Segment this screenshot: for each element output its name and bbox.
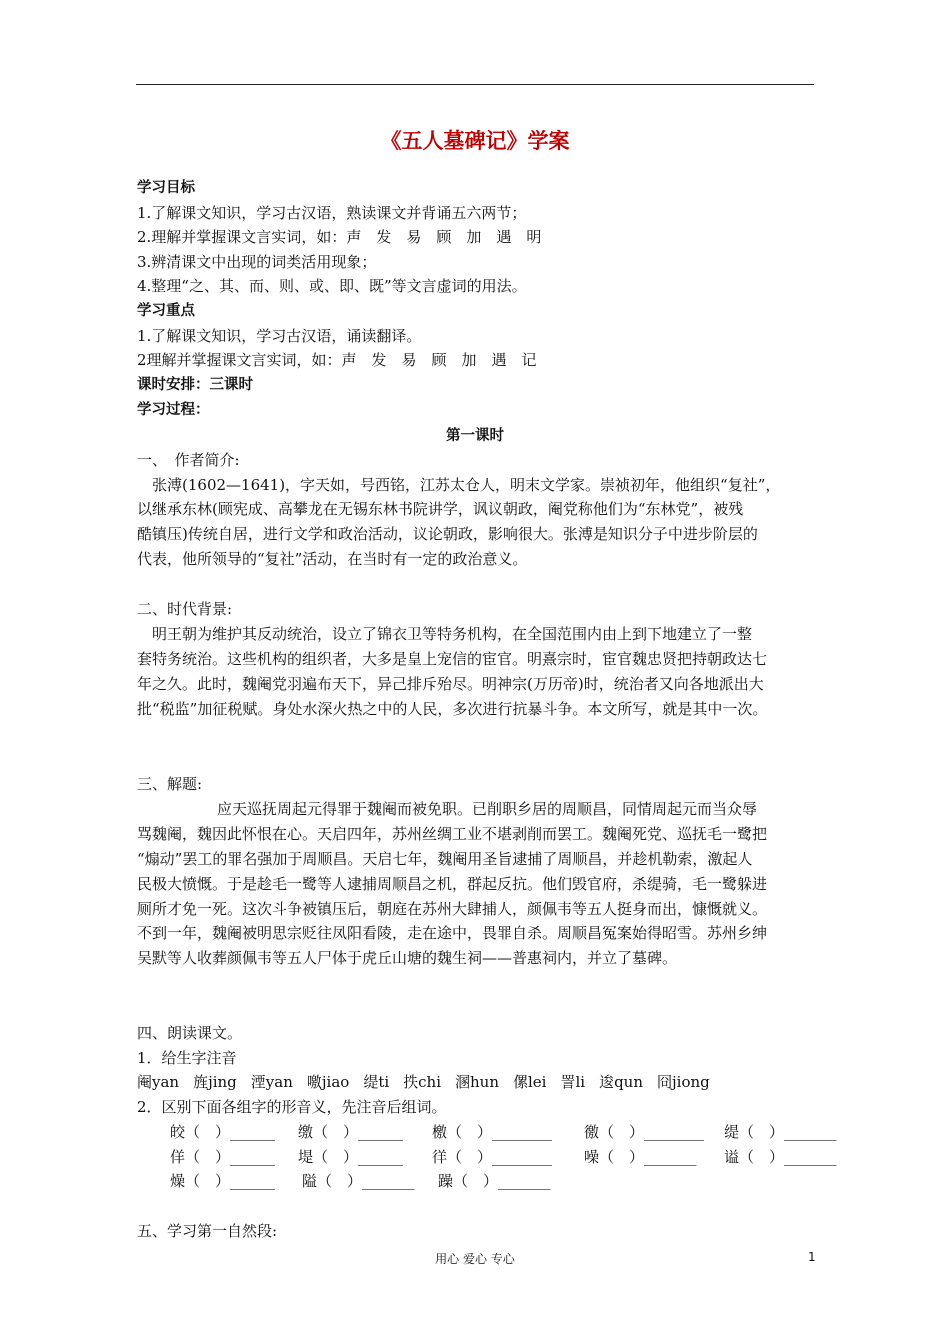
background-line: 批“税监”加征税赋。身处水深火热之中的人民，多次进行抗暴斗争。本文所写，就是其中一次。 <box>137 700 768 718</box>
reading-heading: 四、朗读课文。 <box>137 1024 243 1042</box>
background-heading: 二、时代背景: <box>137 600 233 618</box>
pinyin-item: 阉yan <box>137 1073 180 1091</box>
goal-item: 3.辨清课文中出现的词类活用现象； <box>137 253 377 271</box>
exercise-item: 檄（ ）________ <box>432 1123 553 1141</box>
pinyin-item: 溷hun <box>455 1073 499 1091</box>
author-heading: 一、 作者简介: <box>137 451 240 469</box>
pinyin-item: 冏jiong <box>657 1073 710 1091</box>
background-line: 年之久。此时，魏阉党羽遍布天下，异己排斥殆尽。明神宗(万历帝)时，统治者又向各地派出大 <box>137 675 764 693</box>
explain-line: 吴默等人收葬颜佩韦等五人尸体于虎丘山塘的魏生祠——普惠祠内，并立了墓碑。 <box>137 949 678 967</box>
exercise-item: 噪（ ）_______ <box>584 1148 697 1166</box>
exercise-item: 佯（ ）______ <box>170 1148 276 1166</box>
reading-sub2: 2．区别下面各组字的形音义，先注音后组词。 <box>137 1098 447 1116</box>
exercise-item: 躁（ ）_______ <box>438 1172 551 1190</box>
pinyin-item: 缇ti <box>363 1073 390 1091</box>
author-line: 以继承东林(顾宪成、高攀龙在无锡东林书院讲学，讽议朝政，阉党称他们为“东林党”，被残 <box>137 500 744 518</box>
exercise-row <box>170 1121 837 1143</box>
exercise-item: 缴（ ）______ <box>298 1123 404 1141</box>
explain-heading: 三、解题: <box>137 775 203 793</box>
goals-heading: 学习目标 <box>137 180 195 196</box>
reading-sub1: 1．给生字注音 <box>137 1049 237 1067</box>
exercise-item: 堤（ ）______ <box>298 1148 404 1166</box>
exercise-item: 徼（ ）________ <box>584 1123 705 1141</box>
author-line: 代表，他所领导的“复社”活动，在当时有一定的政治意义。 <box>137 550 528 568</box>
focus-item: 1.了解课文知识，学习古汉语，诵读翻译。 <box>137 327 422 345</box>
lesson-heading: 第一课时 <box>446 428 504 444</box>
goal-item: 1.了解课文知识，学习古汉语，熟读课文并背诵五六两节； <box>137 204 527 222</box>
exercise-item: 谥（ ）_______ <box>724 1148 837 1166</box>
pinyin-item: 旌jing <box>193 1073 237 1091</box>
pinyin-item: 詈li <box>560 1073 586 1091</box>
pinyin-item: 逡qun <box>599 1073 644 1091</box>
goal-item: 2.理解并掌握课文言实词，如：声 发 易 顾 加 遇 明 <box>137 228 542 246</box>
exercise-item: 缇（ ）_______ <box>724 1123 837 1141</box>
focus-heading: 学习重点 <box>137 303 195 319</box>
exercise-item: 燥（ ）______ <box>170 1172 276 1190</box>
explain-line: 厕所才免一死。这次斗争被镇压后，朝庭在苏州大肆捕人，颜佩韦等五人挺身而出，慷慨就义。 <box>137 900 768 918</box>
page-number: 1 <box>808 1250 816 1264</box>
header-rule <box>136 84 814 85</box>
background-line: 套特务统治。这些机构的组织者，大多是皇上宠信的宦官。明熹宗时，宦官魏忠贤把持朝政达七 <box>137 650 768 668</box>
exercise-item: 徉（ ）________ <box>432 1148 553 1166</box>
exercise-row <box>170 1146 837 1168</box>
background-line: 明王朝为维护其反动统治，设立了锦衣卫等特务机构，在全国范围内由上到下地建立了一整 <box>152 625 753 643</box>
explain-line: 骂魏阉，魏因此怀恨在心。天启四年，苏州丝绸工业不堪剥削而罢工。魏阉死党、巡抚毛一鹭把 <box>137 825 768 843</box>
explain-line: 应天巡抚周起元得罪于魏阉而被免职。已削职乡居的周顺昌，同情周起元而当众辱 <box>217 800 758 818</box>
explain-line: “煽动”罢工的罪名强加于周顺昌。天启七年，魏阉用圣旨逮捕了周顺昌，并趁机勒索，激起人 <box>137 850 753 868</box>
goal-item: 4.整理“之、其、而、则、或、即、既”等文言虚词的用法。 <box>137 277 527 295</box>
schedule: 课时安排：三课时 <box>137 377 253 393</box>
author-line: 张溥(1602—1641)，字天如，号西铭，江苏太仓人，明末文学家。崇祯初年，他组织“复社”， <box>152 476 781 494</box>
pinyin-item: 傫lei <box>512 1073 547 1091</box>
pinyin-list <box>137 1071 724 1093</box>
pinyin-item: 抶chi <box>403 1073 441 1091</box>
process-heading: 学习过程： <box>137 402 210 418</box>
exercise-item: 隘（ ）_______ <box>302 1172 415 1190</box>
document-title: 《五人墓碑记》学案 <box>380 129 570 153</box>
exercise-row <box>170 1170 551 1192</box>
explain-line: 不到一年，魏阉被明思宗贬往凤阳看陵，走在途中，畏罪自杀。周顺昌冤案始得昭雪。苏州乡绅 <box>137 924 768 942</box>
page-footer: 用心 爱心 专心 <box>435 1252 515 1266</box>
focus-item: 2理解并掌握课文言实词，如：声 发 易 顾 加 遇 记 <box>137 351 537 369</box>
exercise-item: 皎（ ）______ <box>170 1123 276 1141</box>
pinyin-item: 湮yan <box>250 1073 293 1091</box>
pinyin-item: 噭jiao <box>306 1073 350 1091</box>
section5-heading: 五、学习第一自然段: <box>137 1222 278 1240</box>
author-line: 酷镇压)传统自居，进行文学和政治活动，议论朝政，影响很大。张溥是知识分子中进步阶层的 <box>137 525 758 543</box>
explain-line: 民极大愤慨。于是趁毛一鹭等人逮捕周顺昌之机，群起反抗。他们毁官府，杀缇骑，毛一鹭躲进 <box>137 875 768 893</box>
